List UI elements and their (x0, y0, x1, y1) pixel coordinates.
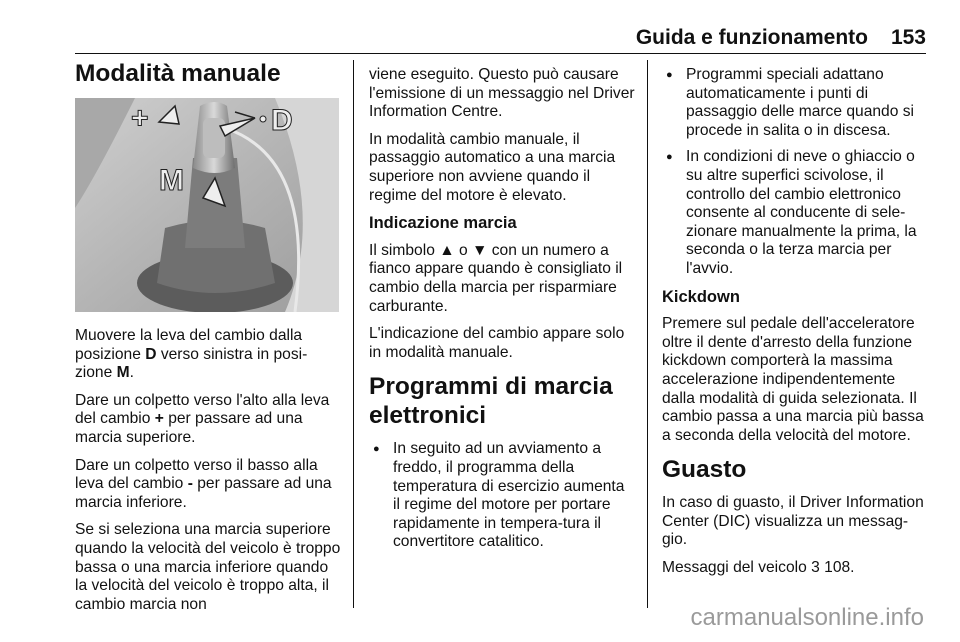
heading-programmi: Programmi di marcia elettronici (369, 373, 613, 430)
heading-kickdown: Kickdown (662, 287, 740, 306)
column-3 (662, 66, 928, 587)
heading-modalita-manuale: Modalità manuale (75, 60, 281, 87)
list-item: ● Programmi speciali adattano automaticamente i punti di passaggio delle marce quando si procede in salita o in discesa. (662, 66, 928, 140)
cross-reference[interactable]: Messaggi del veicolo 3 108. (662, 559, 855, 577)
column-2 (369, 66, 635, 561)
paragraph: In caso di guasto, il Driver Information Center (DIC) visualizza un messag-gio. (662, 494, 924, 549)
paragraph: Dare un colpetto verso l'alto alla leva del cambio + per passare ad una marcia superiore. (75, 391, 330, 446)
heading-indicazione-marcia: Indicazione marcia (369, 214, 517, 233)
page-ref-icon: 3 (811, 559, 820, 577)
label-d: D (271, 104, 293, 137)
list-item: ● In condizioni di neve o ghiaccio o su altre superfici scivolose, il controllo del cambio elettronico consente al conducente di sele-zionare manualmente la prima, la seconda o la terza marcia per l'avvio. (662, 148, 928, 278)
paragraph: L'indicazione del cambio appare solo in modalità manuale. (369, 325, 625, 361)
label-plus: + (131, 102, 149, 135)
bullet-list (662, 66, 928, 279)
section-title: Guida e funzionamento (635, 26, 868, 49)
gear-lever-figure (75, 98, 339, 312)
bullet-list (369, 440, 635, 552)
paragraph: Dare un colpetto verso il basso alla leva del cambio - per passare ad una marcia inferiore. (75, 456, 332, 511)
label-m: M (159, 164, 184, 197)
paragraph: viene eseguito. Questo può causare l'emissione di un messaggio nel Driver Information Centre. (369, 66, 635, 121)
paragraph: Premere sul pedale dell'acceleratore oltre il dente d'arresto della funzione kickdown comporterà la massima accelerazione indipendentemente dalla modalità di guida selezionata. Il cambio passa a una marcia più bassa a seconda della velocità del motore. (662, 315, 924, 444)
paragraph: In modalità cambio manuale, il passaggio automatico a una marcia superiore non avviene quando il regime del motore è elevato. (369, 130, 616, 204)
column-divider-1 (353, 60, 354, 608)
paragraph: Il simbolo ▲ o ▼ con un numero a fianco appare quando è consigliato il cambio della marcia per risparmiare carburante. (369, 241, 623, 315)
watermark: carmanualsonline.info (690, 604, 924, 631)
paragraph: Muovere la leva del cambio dalla posizione D verso sinistra in posi-zione M. (75, 327, 308, 382)
paragraph: Se si seleziona una marcia superiore quando la velocità del veicolo è troppo bassa o una marcia inferiore quando la velocità del veicolo è troppo alta, il cambio marcia non (75, 521, 341, 613)
column-divider-2 (647, 60, 648, 608)
heading-guasto: Guasto (662, 456, 747, 484)
header-rule (75, 53, 926, 54)
page-number: 153 (890, 26, 926, 49)
list-item: ● In seguito ad un avviamento a freddo, il programma della temperatura di esercizio aumenta il regime del motore per portare rapidamente in tempera-tura il convertitore catalitico. (369, 440, 635, 552)
column-1 (75, 327, 341, 623)
